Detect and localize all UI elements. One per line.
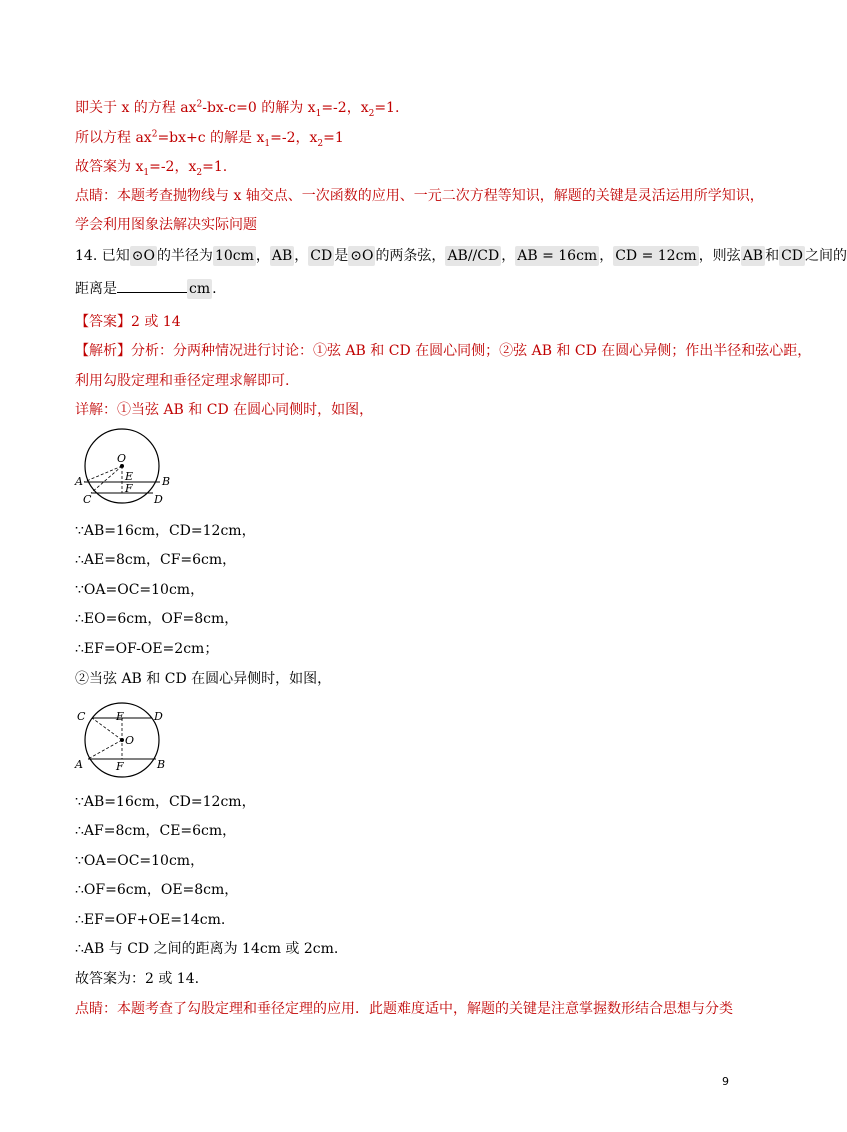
analysis-line-2: 利用勾股定理和垂径定理求解即可. — [75, 373, 290, 389]
step-1-3: ∵OA=OC=10cm， — [75, 582, 205, 598]
label-b: B — [157, 758, 166, 771]
final-answer-line: 故答案为：2 或 14. — [75, 971, 200, 987]
solution-line-1: 即关于 x 的方程 $ax^2-bx-c=0$ 的解为 $x_1=-2$，$x_2=1$. — [75, 99, 400, 119]
label-b: B — [162, 475, 171, 488]
step-1-2: ∴AE=8cm，CF=6cm， — [75, 552, 237, 568]
label-o: O — [125, 734, 135, 747]
step-2-3: ∵OA=OC=10cm， — [75, 853, 205, 869]
solution-answer-line: 故答案为 $x_1=-2$，$x_2=1$. — [75, 159, 228, 178]
answer-blank — [117, 278, 187, 293]
step-1-1: ∵AB=16cm，CD=12cm， — [75, 523, 256, 539]
comment-line-2: 学会利用图象法解决实际问题 — [75, 217, 257, 233]
detail-case-1-intro: 详解：①当弦 AB 和 CD 在圆心同侧时，如图， — [75, 402, 374, 418]
step-2-2: ∴AF=8cm，CE=6cm， — [75, 823, 237, 839]
page-number: 9 — [722, 1075, 729, 1088]
step-1-4: ∴EO=6cm，OF=8cm， — [75, 611, 239, 627]
analysis-line-1: 【解析】分析：分两种情况进行讨论：①弦 AB 和 CD 在圆心同侧；②弦 AB 和 CD 在圆心异侧；作出半径和弦心距， — [75, 343, 812, 359]
label-a: A — [75, 758, 83, 771]
comment-line-1: 点睛：本题考查抛物线与 x 轴交点、一次函数的应用、一元二次方程等知识，解题的关键是灵活运用所学知识， — [75, 188, 764, 204]
radius-oc — [91, 466, 122, 493]
step-2-5: ∴EF=OF+OE=14cm. — [75, 912, 226, 928]
label-c: C — [83, 493, 92, 506]
radius-oa — [88, 740, 122, 759]
question-14-line-2: 距离是 cm . — [75, 278, 217, 299]
step-1-5: ∴EF=OF-OE=2cm； — [75, 641, 219, 657]
radius-oa — [84, 466, 122, 482]
step-2-4: ∴OF=6cm，OE=8cm， — [75, 882, 239, 898]
question-14-line-1: 14. 已知 ⊙O 的半径为 10cm ， AB ， CD 是 ⊙O 的两条弦， AB//CD ， AB = 16cm ， CD = 12cm ，则弦 AB 和 CD 之间的 — [75, 248, 847, 264]
step-2-1: ∵AB=16cm，CD=12cm， — [75, 794, 256, 810]
label-a: A — [75, 475, 83, 488]
solution-line-2: 所以方程 $ax^2=bx+c$ 的解是 $x_1=-2$，$x_2=1$ — [75, 129, 344, 149]
detail-case-2-intro: ②当弦 AB 和 CD 在圆心异侧时，如图， — [75, 671, 332, 687]
label-e: E — [125, 470, 134, 483]
label-c: C — [77, 710, 86, 723]
final-comment-line: 点睛：本题考查了勾股定理和垂径定理的应用．此题难度适中，解题的关键是注意掌握数形结合思想与分类 — [75, 1001, 733, 1017]
label-o: O — [117, 452, 127, 465]
answer-line: 【答案】2 或 14 — [75, 314, 181, 330]
figure-same-side-chords — [75, 430, 175, 510]
label-f: F — [116, 760, 124, 773]
label-d: D — [154, 710, 163, 723]
step-2-6: ∴AB 与 CD 之间的距离为 14cm 或 2cm. — [75, 941, 339, 957]
center-point — [120, 738, 124, 742]
figure-opposite-side-chords — [75, 700, 170, 780]
label-e: E — [116, 710, 125, 723]
label-d: D — [154, 493, 163, 506]
label-f: F — [125, 482, 133, 495]
